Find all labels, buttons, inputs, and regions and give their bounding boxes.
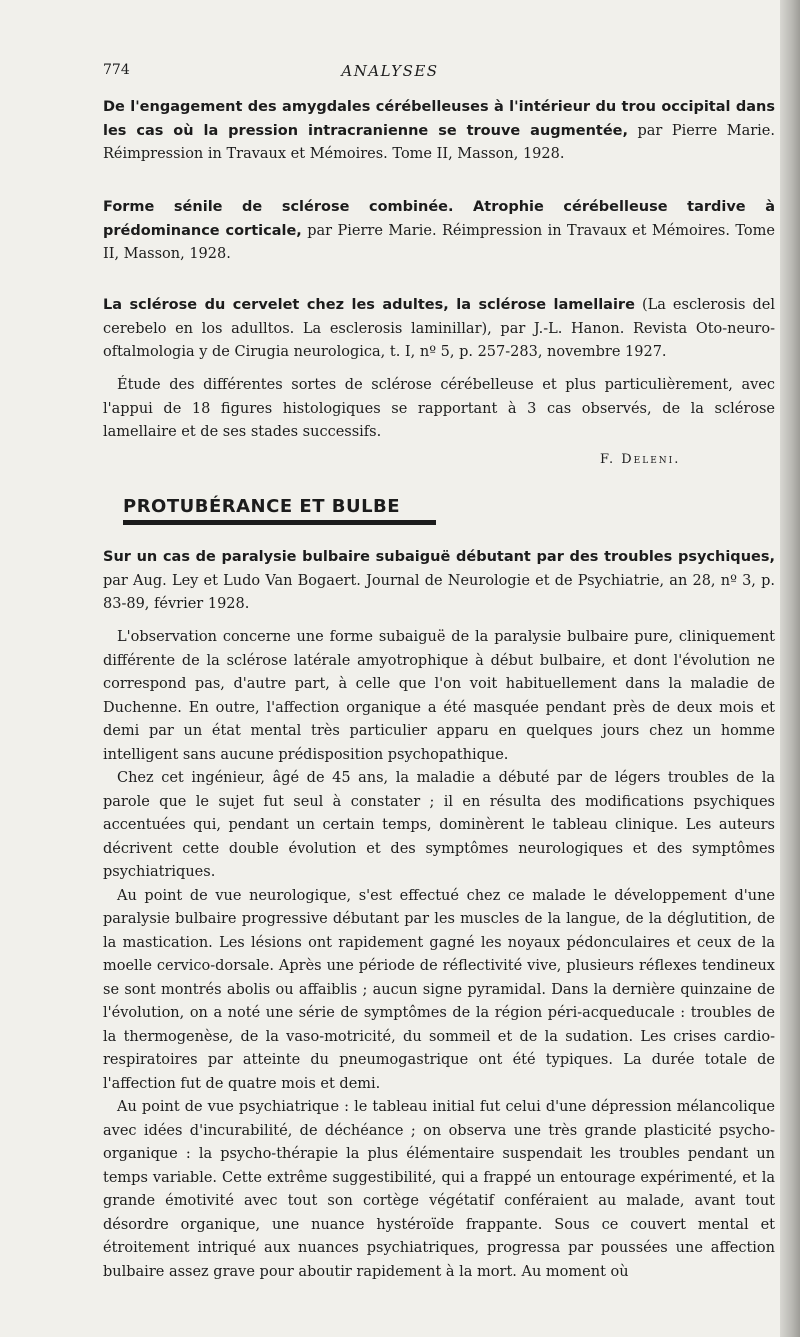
paragraph-3: Au point de vue neurologique, s'est effectué chez ce malade le développement d'une paralysie bulbaire progressive débutant par les muscles de la langue, de la déglutition, de la mastication. Les lésions ont rapidement gagné les noyaux pédonculaires et ceux de la moelle cervico-dorsale. Après une période de réflectivité vive, plusieurs réflexes tendineux se sont montrés abolis ou affaiblis ; aucun signe pyramidal. Dans la dernière quinzaine de l'évolution, on a noté une série de symptômes de la région péri-acqueducale : troubles de la thermogenèse, de la vaso-motricité, du sommeil et de la sudation. Les crises cardio-respiratoires par atteinte du pneumogastrique ont été typiques. La durée totale de l'affection fut de quatre mois et demi. (103, 887, 775, 1092)
signature: F. Deleni. (600, 452, 681, 467)
entry-2-citation: par Pierre Marie. Réimpression in Travaux et Mémoires. Tome II, Masson, 1928. (103, 222, 775, 262)
page-edge-shadow (780, 0, 800, 1337)
paragraph-4: Au point de vue psychiatrique : le tableau initial fut celui d'une dépression mélancolique avec idées d'incurabilité, de déchéance ; on observa une très grande plasticité psycho-organique : la psycho-thérapie la plus élémentaire suspendait les troubles pendant un temps variable. Cette extrême suggestibilité, qui a frappé un entourage expérimenté, et la grande émotivité avec tout son cortège végétatif conféraient au malade, avant tout désordre organique, une nuance hystéroïde frappante. Sous ce couvert mental et étroitement intriqué aux nuances psychiatriques, progressa par poussées une affection bulbaire assez grave pour aboutir rapidement à la mort. Au moment où (103, 1099, 775, 1280)
entry-3-title: La sclérose du cervelet chez les adultes, la sclérose lamellaire (103, 297, 635, 313)
entry-2-title: Forme sénile de sclérose combinée. Atrophie cérébelleuse tardive à prédominance corticale, (103, 199, 775, 239)
entry-2 (103, 196, 775, 267)
article-header (103, 546, 775, 617)
entry-1-citation: par Pierre Marie. Réimpression in Travaux et Mémoires. Tome II, Masson, 1928. (103, 122, 775, 162)
paragraph-1: L'observation concerne une forme subaiguë de la paralysie bulbaire pure, cliniquement différente de la sclérose latérale amyotrophique à début bulbaire, et dont l'évolution ne correspond pas, d'autre part, à celle que l'on voit habituellement dans la maladie de Duchenne. En outre, l'affection organique a été masquée pendant près de deux mois et demi par un état mental très particulier apparu en quelques jours chez un homme intelligent sans aucune prédisposition psychopathique. (103, 629, 775, 763)
page-number: 774 (103, 62, 130, 78)
entry-3-body: Étude des différentes sortes de sclérose cérébelleuse et plus particulièrement, avec l'appui de 18 figures histologiques se rapportant à 3 cas observés, de la sclérose lamellaire et de ses stades successifs. (103, 377, 775, 440)
section-rule (123, 520, 436, 525)
entry-3-citation: (La esclerosis del cerebelo en los adulltos. La esclerosis laminillar), par J.-L. Hanon. Revista Oto-neuro-oftalmologia y de Cirugia neurologica, t. I, nº 5, p. 257-283, novembre 1927. (103, 297, 776, 360)
article-body (103, 626, 775, 1284)
running-title: ANALYSES (341, 62, 439, 80)
section-heading: PROTUBÉRANCE ET BULBE (123, 496, 401, 517)
entry-1 (103, 96, 775, 167)
entry-3 (103, 294, 775, 365)
article-title: Sur un cas de paralysie bulbaire subaiguë débutant par des troubles psychiques, (103, 549, 775, 565)
article-citation: par Aug. Ley et Ludo Van Bogaert. Journal de Neurologie et de Psychiatrie, an 28, nº 3, p. 83-89, février 1928. (103, 572, 775, 612)
paragraph-2: Chez cet ingénieur, âgé de 45 ans, la maladie a débuté par de légers troubles de la parole que le sujet fut seul à constater ; il en résulta des modifications psychiques accentuées qui, pendant un certain temps, dominèrent le tableau clinique. Les auteurs décrivent cette double évolution et des symptômes neurologiques et des symptômes psychiatriques. (103, 770, 775, 880)
entry-1-title: De l'engagement des amygdales cérébelleuses à l'intérieur du trou occipital dans les cas où la pression intracranienne se trouve augmentée, (103, 99, 775, 139)
